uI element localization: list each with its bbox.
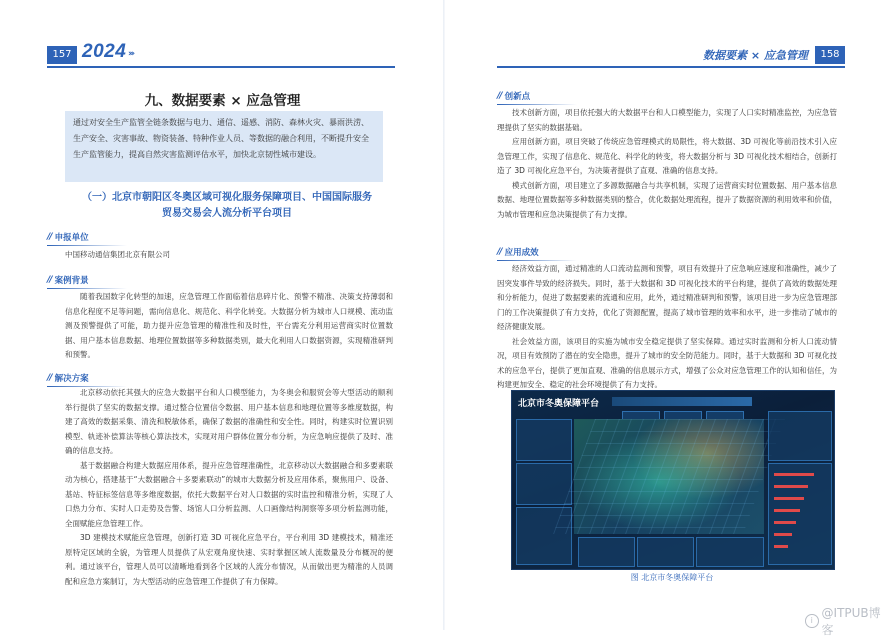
case-title [62,190,392,222]
paragraph: 技术创新方面，项目依托强大的大数据平台和人口模型能力，实现了人口实时精准监控，为应急管理提供了坚实的数据基础。 [497,108,837,132]
dashboard-ranking-panel [768,463,832,565]
section-head-innovation [497,89,530,103]
intro-box: 通过对安全生产监管全链条数据与电力、通信、遥感、消防、森林火灾、暴雨洪涝、生产安全、灾害事故、物资装备、特种作业人员、等数据的融合利用，不断提升安全生产监管能力，提高自然灾害监测评估水平，加快北京韧性城市建设。 [65,111,383,182]
case-title-line: 贸易交易会人流分析平台项目 [162,208,292,219]
header-divider [497,66,845,68]
solution-text [65,386,393,589]
background-text [65,290,393,363]
watermark-text: @ITPUB博客 [821,606,881,637]
ranking-bar [774,485,808,488]
slash-icon: // [497,247,502,257]
ranking-bar [774,521,796,524]
section-head-label: 解决方案 [54,374,89,384]
section-underline [47,245,127,246]
ranking-bar [774,545,788,548]
slash-icon: // [497,91,502,101]
ranking-bar [774,473,814,476]
section-head-label: 申报单位 [54,233,89,243]
dashboard-panel [696,537,764,567]
dashboard-topbar [612,397,752,406]
section-head-label: 案例背景 [54,276,89,286]
section-underline [47,288,127,289]
innovation-text [497,106,837,222]
case-title-line: （一）北京市朝阳区冬奥区域可视化服务保障项目、中国国际服务 [82,192,372,203]
paragraph: 3D 建模技术赋能应急管理，创新打造 3D 可视化应急平台，平台利用 3D 建模技术，精准还原特定区域的全貌，为管理人员提供了从宏观角度快速、实时掌握区域人流数量及分布概况的便利。通过该平台，管理人员可以清晰地看到各个区域的人流分布情况，从而做出更为精准的人员调配和应急方案制订，为大型活动的应急管理工作提供了有力保障。 [65,533,393,586]
section-head-label: 创新点 [504,92,531,102]
dashboard-panel [637,537,694,567]
figure-caption: 图 北京市冬奥保障平台 [630,573,714,582]
paragraph: 中国移动通信集团北京有限公司 [65,250,170,259]
section-head-background [47,273,89,287]
slash-icon: // [47,232,52,242]
chevron-icon: ››› [128,49,134,59]
section-head-solution [47,371,89,385]
left-page [0,0,445,630]
dashboard-panel [516,419,572,461]
section-head-label: 应用成效 [504,248,539,258]
paragraph: 应用创新方面，项目突破了传统应急管理模式的局限性，将大数据、3D 可视化等前沿技术引入应急管理工作，实现了信息化、规范化、科学化的转变，将大数据分析与 3D 可视化技术相结合，创新打造了 3D 可视化应急平台，为决策者提供了直观、准确的信息支持。 [497,137,837,175]
section-head-results [497,245,539,259]
header-divider [47,66,395,68]
dashboard-image [511,390,835,570]
section-head-applicant [47,230,89,244]
section-underline [497,104,577,105]
dashboard-title: 北京市冬奥保障平台 [518,399,600,409]
section-underline [497,260,577,261]
ranking-bar [774,509,800,512]
slash-icon: // [47,373,52,383]
ranking-bar [774,497,804,500]
page-number: 158 [815,46,845,64]
itpub-logo-icon: i [805,614,819,628]
paragraph: 随着我国数字化转型的加速，应急管理工作面临着信息碎片化、预警不精准、决策支持薄弱和信息化程度不足等问题，需向信息化、规范化、科学化转变。大数据分析为城市人口规模、流动监测及预警提供了可能，助力提升应急管理的精准性和及时性，平台需充分利用运营商实时位置数据、用户基本信息数据、地理位置数据等多种数据类别，最大化利用人口数据资源，实现精准研判和预警。 [65,292,393,359]
chapter-title: 九、数据要素 × 应急管理 [144,93,301,109]
right-page [445,0,890,637]
dashboard-panel [768,411,832,461]
slash-icon: // [47,275,52,285]
dashboard-panel [578,537,635,567]
paragraph: 模式创新方面，项目建立了多源数据融合与共享机制，实现了运营商实时位置数据、用户基本信息数据、地理位置数据等多种数据类别的整合，优化数据处理流程，提升了数据资源的利用效率和价值，为城市管理和应急决策提供了有力支撑。 [497,180,837,219]
ranking-bar [774,533,792,536]
paragraph: 北京移动依托其强大的应急大数据平台和人口模型能力，为冬奥会和服贸会等大型活动的顺利举行提供了坚实的数据支撑。通过整合位置信令数据、用户基本信息和地理位置等多维度数据，构建了高效的数据采集、清洗和脱敏体系，确保了数据的准确性和安全性。同时，构建实时位置识别模型、轨迹补偿算法等核心算法技术，实现对用户群体位置分布分析，为应急响应提供了及时、准确的信息支持。 [65,388,393,455]
year-logo: 2024 [82,41,127,62]
paragraph: 社会效益方面，该项目的实施为城市安全稳定提供了坚实保障。通过实时监测和分析人口流动情况，项目有效预防了潜在的安全隐患，提升了城市的安全防范能力。同时，基于大数据和 3D 可视化技术的应急平台，提供了更加直观、准确的信息展示方式，增强了公众对应急管理工作的认知和信任，为构建更加安全、稳定的社会环境提供了有力支持。 [497,336,837,389]
running-header: 数据要素 × 应急管理 [703,49,808,62]
paragraph: 经济效益方面，通过精准的人口流动监测和预警，项目有效提升了应急响应速度和准确性，减少了因突发事件导致的经济损失。同时，基于大数据和 3D 可视化技术的平台构建，提供了高效的数据处理和分析能力，促进了数据要素的流通和应用，此外，通过精准研判和预警，该项目进一步为应急管理部门的工作决策提供了有力支持，优化了资源配置，提高了城市管理的效率和水平，进一步推动了城市的经济健康发展。 [497,264,837,331]
dashboard-panel [516,463,572,505]
applicant-text [65,248,390,263]
results-text [497,262,837,393]
paragraph: 基于数据融合构建大数据应用体系，提升应急管理准确性，北京移动以大数据融合和多要素联动为核心，搭建基于“大数据融合＋多要素联动”的城市大数据分析及应用体系，聚焦用户、设备、基站、特征标签信息等多维度数据，依托大数据平台对人口数据的实时监控和精准分析，实现了人口热力分布、实时人口走势及告警、场馆人口分析监测、人口画像结构洞察等多项分析监测功能，全面赋能应急管理工作。 [65,460,393,528]
watermark [805,604,890,638]
page-number: 157 [47,46,77,64]
